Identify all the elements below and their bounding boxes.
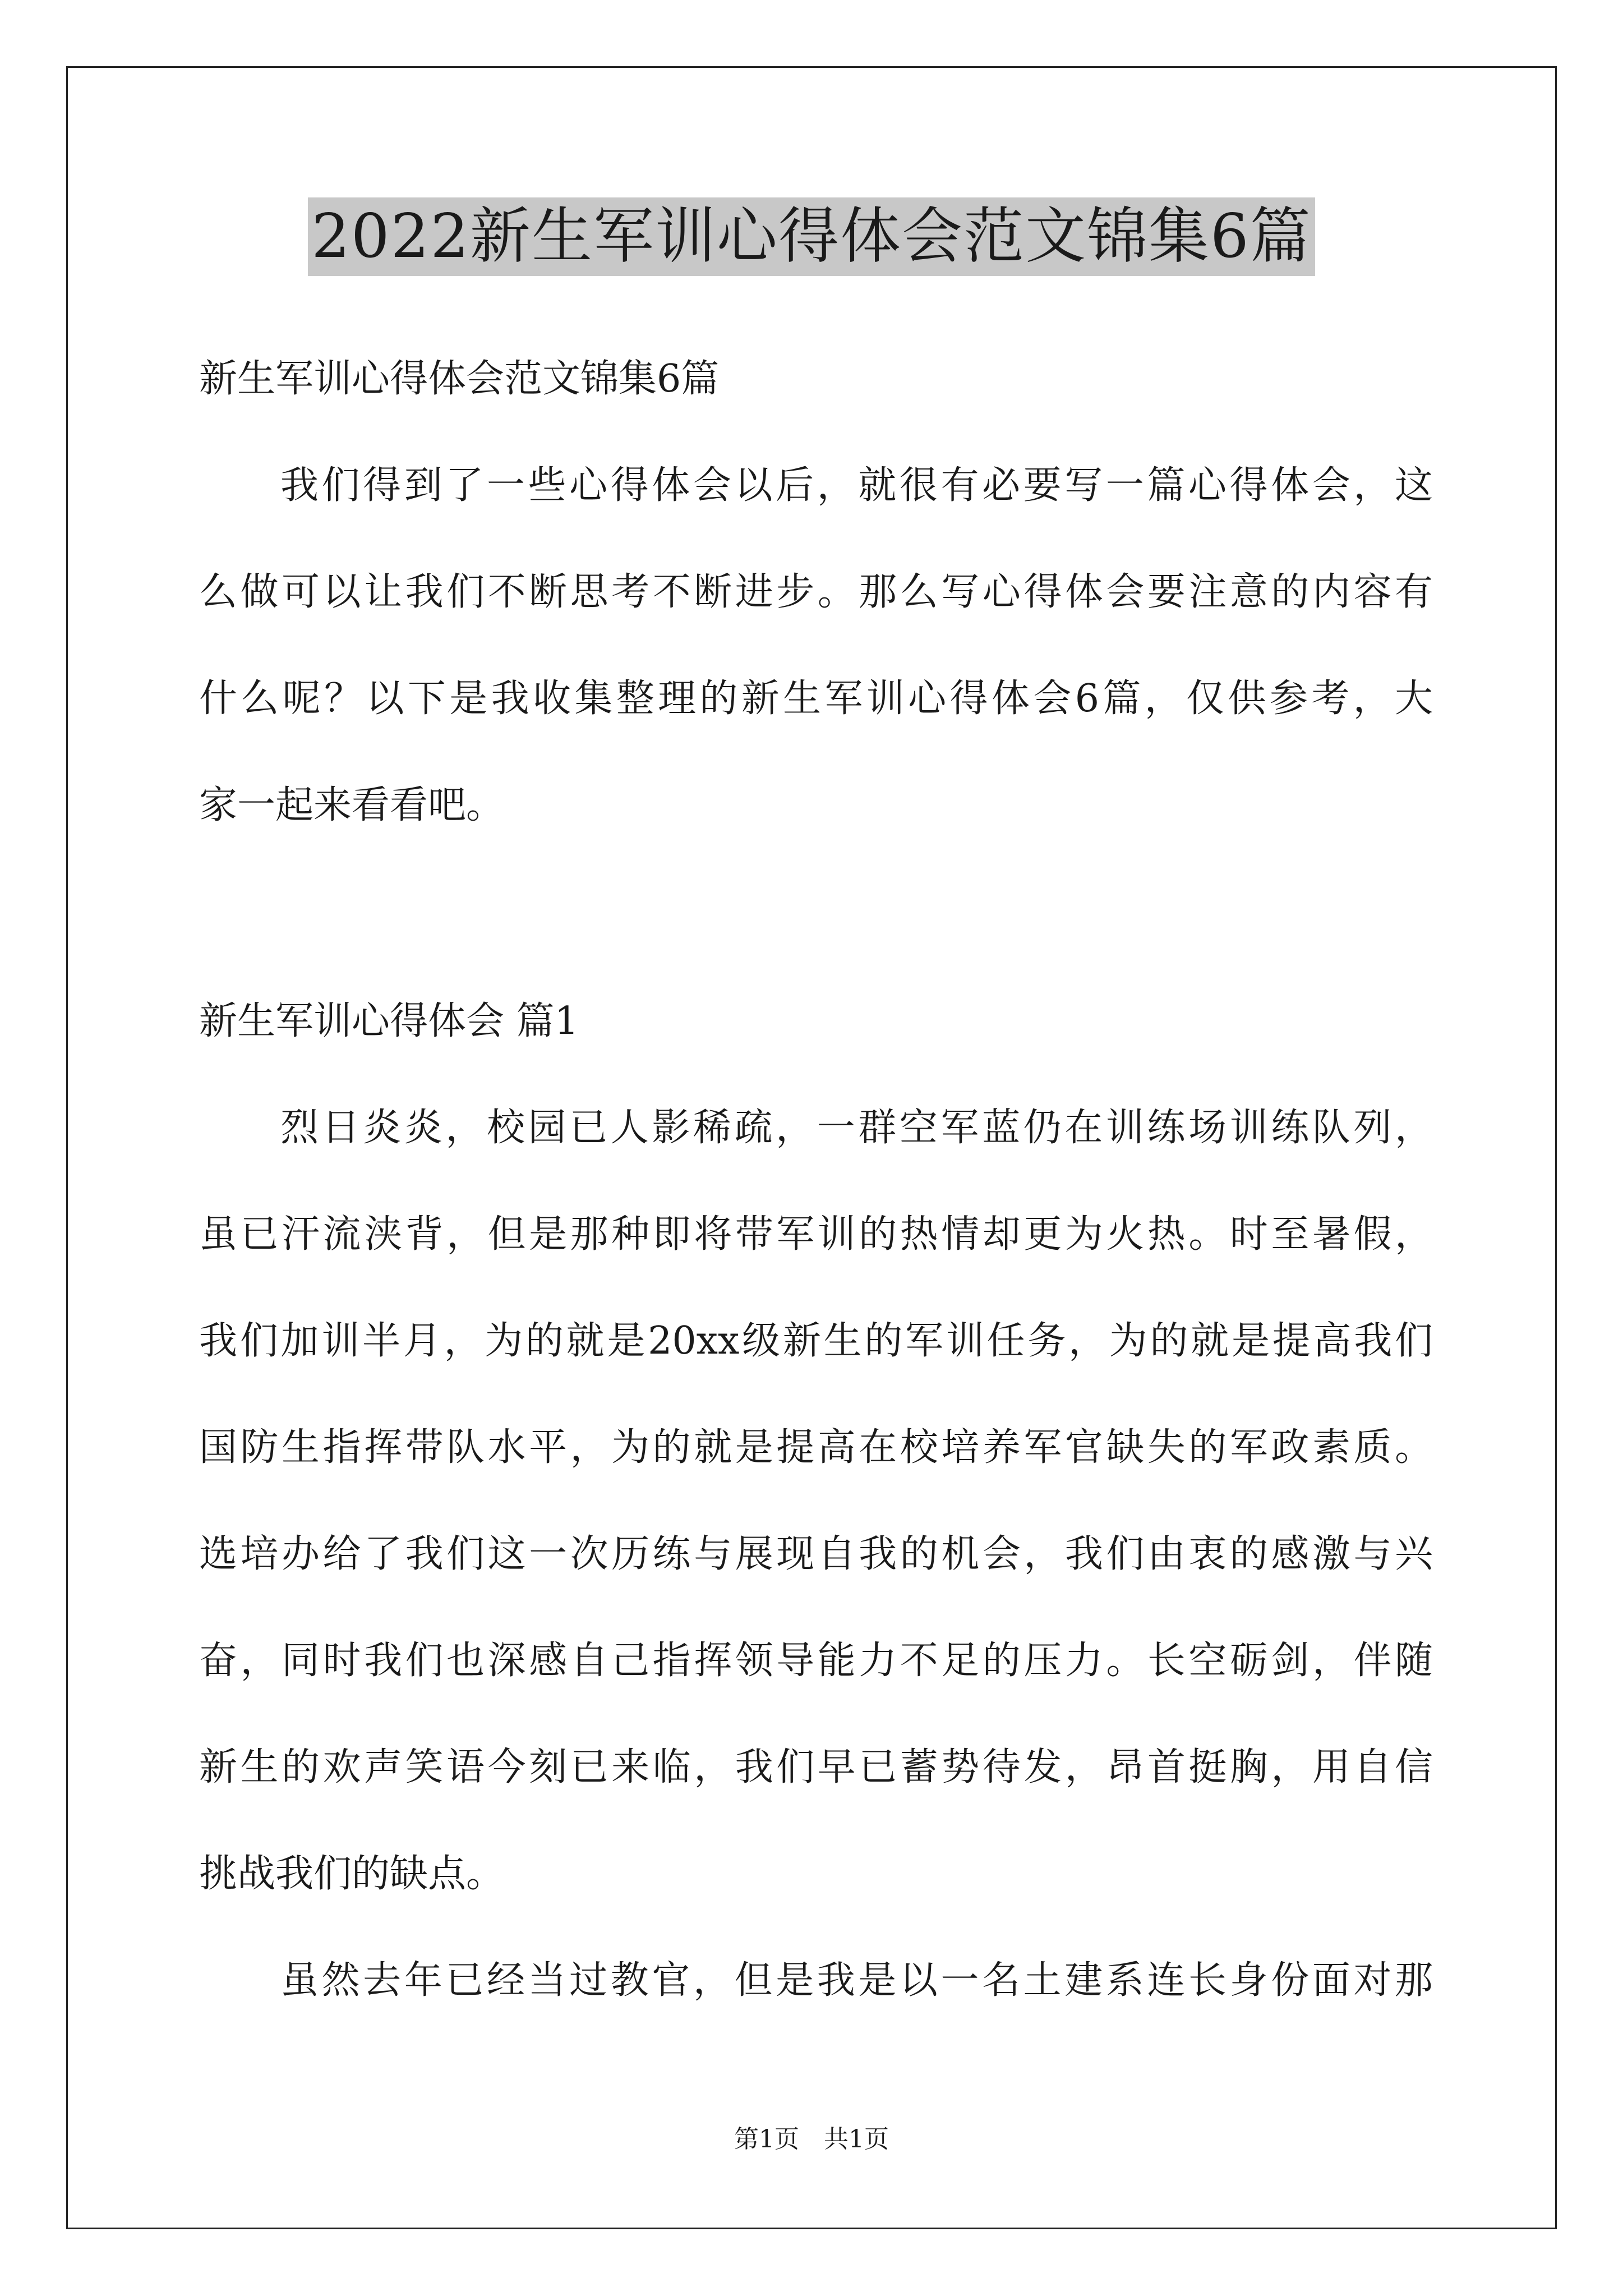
body2-line-1: 虽然去年已经当过教官，但是我是以一名土建系连长身份面对那 bbox=[280, 1958, 1433, 2003]
body-line-3: 我们加训半月，为的就是20xx级新生的军训任务，为的就是提高我们 bbox=[199, 1319, 1433, 1363]
body-line-1: 烈日炎炎，校园已人影稀疏，一群空军蓝仍在训练场训练队列， bbox=[280, 1106, 1433, 1150]
subtitle: 新生军训心得体会范文锦集6篇 bbox=[199, 357, 720, 401]
intro-line-1: 我们得到了一些心得体会以后，就很有必要写一篇心得体会，这 bbox=[280, 463, 1433, 508]
intro-line-2: 么做可以让我们不断思考不断进步。那么写心得体会要注意的内容有 bbox=[199, 570, 1433, 614]
body-line-4: 国防生指挥带队水平，为的就是提高在校培养军官缺失的军政素质。 bbox=[199, 1425, 1433, 1470]
intro-line-3: 什么呢？以下是我收集整理的新生军训心得体会6篇，仅供参考，大 bbox=[199, 677, 1433, 721]
body-line-7: 新生的欢声笑语今刻已来临，我们早已蓄势待发，昂首挺胸，用自信 bbox=[199, 1745, 1433, 1789]
section-heading: 新生军训心得体会 篇1 bbox=[199, 999, 579, 1043]
body-line-5: 选培办给了我们这一次历练与展现自我的机会，我们由衷的感激与兴 bbox=[199, 1532, 1433, 1576]
title-container bbox=[0, 197, 1623, 276]
page-footer: 第1页 共1页 bbox=[734, 2125, 889, 2154]
intro-line-4: 家一起来看看吧。 bbox=[199, 783, 505, 827]
body-line-8: 挑战我们的缺点。 bbox=[199, 1852, 505, 1896]
document-title: 2022新生军训心得体会范文锦集6篇 bbox=[308, 197, 1315, 276]
body-line-2: 虽已汗流浃背，但是那种即将带军训的热情却更为火热。时至暑假， bbox=[199, 1212, 1433, 1257]
body-line-6: 奋，同时我们也深感自己指挥领导能力不足的压力。长空砺剑，伴随 bbox=[199, 1639, 1433, 1683]
